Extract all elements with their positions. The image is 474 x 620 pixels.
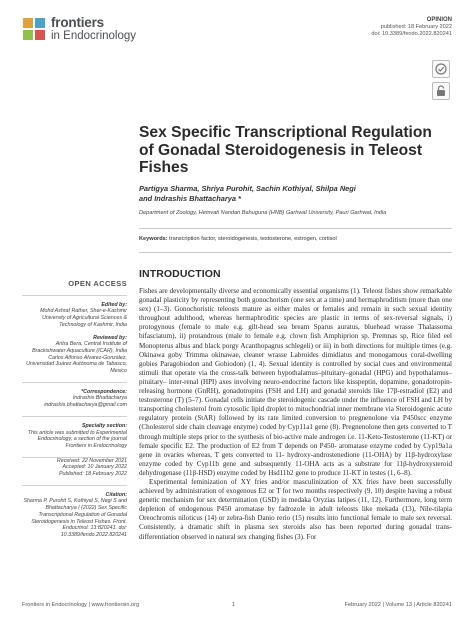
paragraph-1: Fishes are developmentally diverse and economically essential organisms (1). Teleost fishes show remarkable gonadal plasticity by representing both gonochorism (one sex at a time) and hermaphroditism (more than one sex) (1–3). Gonochoristic teleosts mature as either males or females and remain in such sexual identity throughout adulthood, whereas hermaphroditic species are plastic in terms of sex-reversal signals, i) protogynous (female to male e.g. gilt-head sea bream Sparus auratus, bluehead wrasse Thalassoma bifasciatum), ii) protandrous (male to female e.g. clown fish Amphiprion sp. Premnas sp, Rice filed eel Monopterus albus and black porgy Acanthopagrus schlegeli) or iii) in both directions for multiple times (e.g. Okinawa goby Trimma okinawae, cleaner wrasse Labroides dimidiatus and monogamous coral-dwelling gobies Paragobiodon and Gobiodon) (1, 4). Sexual identity is controlled by social cues and environmental stimuli that operate via the cross-talk between hypothalamus–pituitary–gonadal (HPG) and hypothalamus–pituitary– inter-renal (HPI) axes involving neuro-endocrine factors like kisspeptin, dopamine, gonadotropin- releasing hormone (GnRH), gonadotropins (FSH and LH) and gonadal steroids like 17β-estradiol (E2) and testosterone (T) (5–7). Gonadal cells initiate the steroidogenic cascade under the influence of FSH and LH by transporting cholesterol from cytosolic lipid droplet to mitochondrial inner membrane via Steroidogenic acute regulatory protein (StAR) followed by its rate limited conversion to pregnenolone via P450scc enzyme (Cholesterol side chain cleavage enzyme) coded by Cyp11a1 gene (8). Pregnenolone then gets converted to T through multiple steps prior to the synthesis of bio-active male androgen i.e. 11-Keto-Testosterone (11-KT) or female specific E2. The production of E2 from T depends on P450- aromatase enzyme coded by Cyp19a1a gene in ovaries whereas, T gets converted to 11- hydroxy-androstenedione (11-OHA) by 11β-hydroxylase enzyme coded by Cyp11b gene and subsequently 11-OHA acts as a substrate for 11β-hydroxysteroid dehydrogenase (11β-HSD) enzyme coded by Hsd11b2 gene to produce 11-KT in testes (1, 6–8). bbox=[139, 287, 452, 477]
correspondence-email[interactable]: indrashis.bhattacharya@gmail.com bbox=[44, 402, 127, 409]
editor: Mohd Ashraf Rather, Sher-e-Kashmir University of Agricultural Sciences & Technology of Kashmir, India bbox=[40, 308, 127, 328]
check-updates-icon bbox=[435, 63, 447, 75]
specialty-label: Specialty section: bbox=[81, 422, 127, 429]
article-type: OPINION bbox=[426, 17, 452, 23]
reviewer-2: Carlos Alfonso Alvarez-González, Universidad Juárez Autónoma de Tabasco, Mexico bbox=[26, 354, 127, 375]
footer-volume: February 2022 | Volume 13 | Article 820241 bbox=[344, 602, 452, 608]
logo-journal: in Endocrinology bbox=[51, 30, 137, 43]
citation-text: Sharma P, Purohit S, Kothiyal S, Negi S and Bhattacharya I (2022) Sex Specific Transcriptional Regulation of Gonadal Steroidogenesis in Teleost Fishes. Front. Endocrinol. 13:820241. doi: 10.3389/fendo.2022.820241 bbox=[23, 498, 127, 538]
correspondence-label: *Correspondence: bbox=[81, 388, 127, 395]
journal-logo[interactable] bbox=[22, 16, 136, 42]
specialty-section: This article was submitted to Experimental Endocrinology, a section of the journal Frontiers in Endocrinology bbox=[27, 429, 127, 449]
paragraph-2: Experimental feminization of XY fries and/or masculinization of XX fries have been successfully achieved by administration of exogenous E2 or T for two months respectively (9, 10) despite having a robust genetic mechanism for sex determination (GSD) in medaka Oryzias latipes (11, 12). Furthermore, long term depletion of endogenous P450 aromatase by fadrozole in adult teleosts like mekada (13), Nile-tilapia Oreochromis niloticus (14) or zebra-fish Danio rerio (15) results into functional female to male sex reversal. Consistently, a dramatic shift in plasma sex steroids also has been reported during gonadal trans-differentiation observed in natural sex changing fishes (3). For bbox=[139, 477, 452, 541]
page-number: 1 bbox=[232, 602, 236, 608]
accepted-date: Accepted: 10 January 2022 bbox=[62, 464, 127, 471]
published-date-sidebar: Published: 18 February 2022 bbox=[58, 471, 127, 478]
edited-by-label: Edited by: bbox=[101, 301, 127, 308]
article-body bbox=[139, 287, 452, 542]
keywords-label: Keywords: bbox=[139, 236, 168, 242]
doi-link[interactable]: doi: 10.3389/fendo.2022.820241 bbox=[371, 31, 452, 38]
check-updates-button[interactable] bbox=[432, 60, 450, 78]
section-title: INTRODUCTION bbox=[139, 268, 221, 280]
open-access-label: OPEN ACCESS bbox=[68, 279, 127, 288]
article-meta bbox=[371, 17, 452, 39]
author-list bbox=[139, 184, 419, 204]
divider-bottom bbox=[139, 252, 452, 253]
correspondence-name: Indrashis Bhattacharya bbox=[72, 395, 127, 402]
authors-line-2[interactable]: and Indrashis Bhattacharya * bbox=[139, 194, 241, 204]
logo-brand: frontiers bbox=[51, 15, 104, 30]
keywords bbox=[139, 236, 452, 243]
article-title: Sex Specific Transcriptional Regulation of Gonadal Steroidogenesis in Teleost Fishes bbox=[139, 124, 432, 176]
citation-label: Citation: bbox=[105, 491, 127, 498]
sidebar-divider bbox=[22, 485, 127, 486]
keywords-values: transcription factor, steroidogenesis, testosterone, estrogen, cortisol bbox=[169, 236, 337, 242]
lock-icon bbox=[436, 85, 446, 97]
reviewer-1: Aritra Bera, Central Institute of Brackishwater Aquaculture (ICAR), India bbox=[32, 341, 127, 354]
open-access-badge[interactable] bbox=[432, 82, 450, 100]
divider-top bbox=[139, 228, 452, 229]
article-badges bbox=[432, 60, 450, 100]
published-date: published: 18 February 2022 bbox=[380, 24, 452, 31]
sidebar-divider bbox=[22, 295, 127, 296]
affiliation: Department of Zoology, Hemvati Nandan Bahuguna (HNB) Garhwal University, Pauri Garhwal, India bbox=[139, 210, 387, 216]
article-sidebar bbox=[22, 281, 127, 539]
authors-line-1[interactable]: Partigya Sharma, Shriya Purohit, Sachin Kothiyal, Shilpa Negi bbox=[139, 184, 356, 193]
frontiers-logo-icon bbox=[22, 17, 46, 41]
sidebar-divider bbox=[22, 382, 127, 383]
reviewed-by-label: Reviewed by: bbox=[93, 334, 127, 341]
footer-journal[interactable]: Frontiers in Endocrinology | www.frontiersin.org bbox=[22, 602, 140, 608]
sidebar-divider bbox=[22, 416, 127, 417]
received-date: Received: 22 November 2021 bbox=[56, 457, 127, 464]
